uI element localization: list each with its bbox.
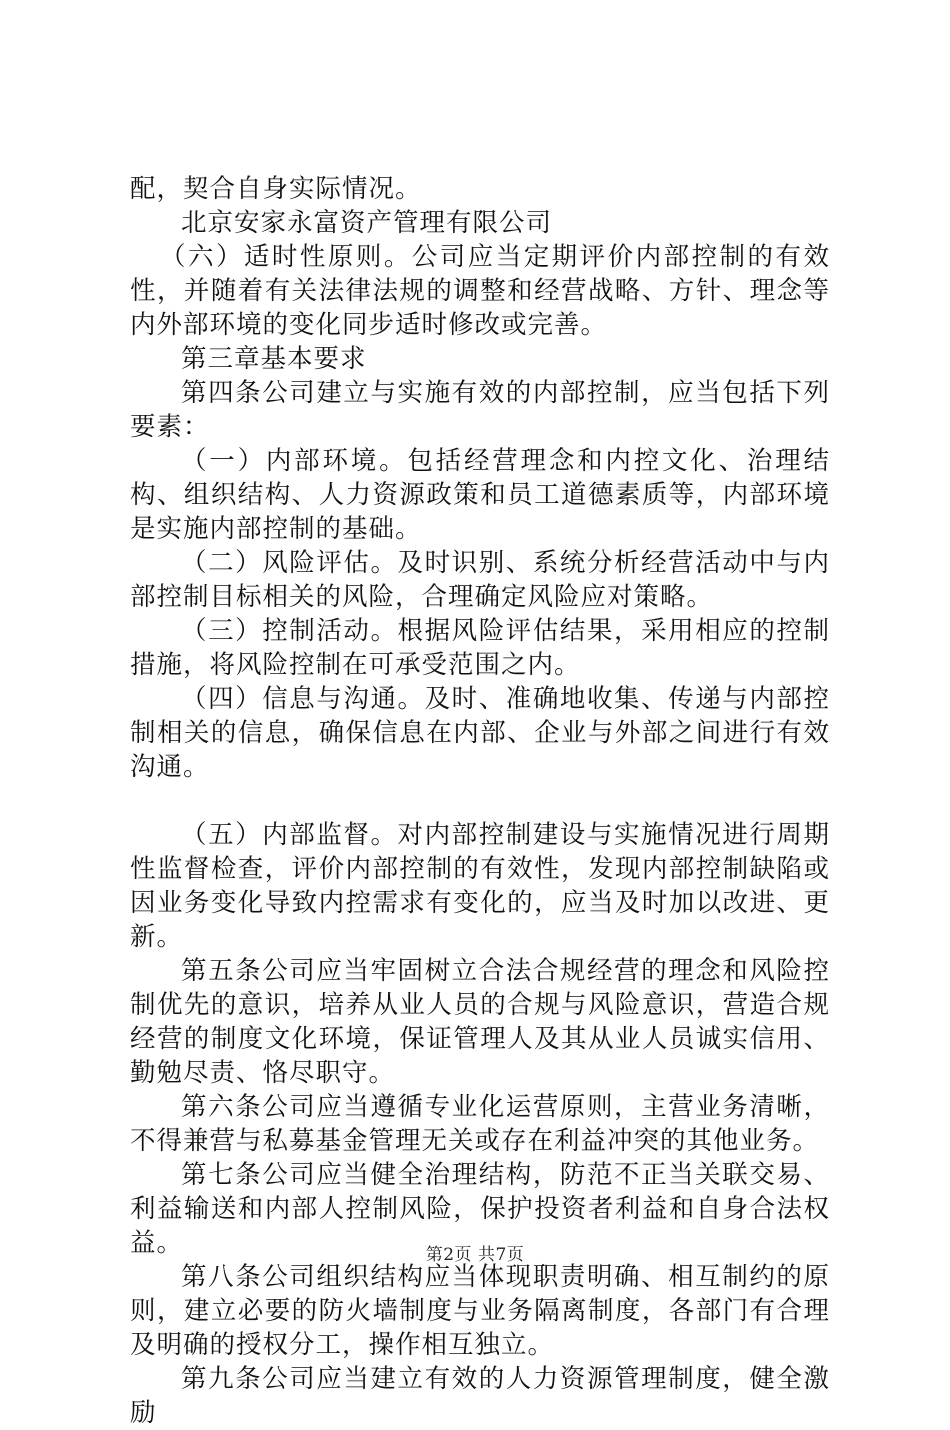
list-item-paragraph: （二）风险评估。及时识别、系统分析经营活动中与内部控制目标相关的风险，合理确定风险应对策略。: [130, 548, 830, 612]
article-paragraph: 第九条公司应当建立有效的人力资源管理制度，健全激励: [130, 1364, 830, 1428]
list-item-paragraph: （五）内部监督。对内部控制建设与实施情况进行周期性监督检查，评价内部控制的有效性，发现内部控制缺陷或因业务变化导致内控需求有变化的，应当及时加以改进、更新。: [130, 820, 830, 952]
paragraph: 配，契合自身实际情况。: [130, 174, 422, 204]
list-item-paragraph: （四）信息与沟通。及时、准确地收集、传递与内部控制相关的信息，确保信息在内部、企业与外部之间进行有效沟通。: [130, 684, 830, 782]
article-paragraph: 第七条公司应当健全治理结构，防范不正当关联交易、利益输送和内部人控制风险，保护投资者利益和自身合法权益。: [130, 1160, 830, 1258]
list-item-paragraph: （三）控制活动。根据风险评估结果，采用相应的控制措施，将风险控制在可承受范围之内。: [130, 616, 830, 680]
blank-line: [130, 784, 830, 818]
paragraph: （六）适时性原则。公司应当定期评价内部控制的有效性，并随着有关法律法规的调整和经营战略、方针、理念等内外部环境的变化同步适时修改或完善。: [130, 242, 830, 340]
article-paragraph: 第八条公司组织结构应当体现职责明确、相互制约的原则，建立必要的防火墙制度与业务隔离制度，各部门有合理及明确的授权分工，操作相互独立。: [130, 1262, 830, 1360]
list-item-paragraph: （一）内部环境。包括经营理念和内控文化、治理结构、组织结构、人力资源政策和员工道德素质等，内部环境是实施内部控制的基础。: [130, 446, 830, 544]
article-paragraph: 第六条公司应当遵循专业化运营原则，主营业务清晰，不得兼营与私募基金管理无关或存在利益冲突的其他业务。: [130, 1092, 830, 1156]
article-paragraph: 第五条公司应当牢固树立合法合规经营的理念和风险控制优先的意识，培养从业人员的合规与风险意识，营造合规经营的制度文化环境，保证管理人及其从业人员诚实信用、勤勉尽责、恪尽职守。: [130, 956, 830, 1088]
chapter-heading: 第三章基本要求: [181, 344, 367, 374]
page-number-footer: 第2页 共7页: [425, 1245, 525, 1265]
article-paragraph: 第四条公司建立与实施有效的内部控制，应当包括下列要素：: [130, 378, 830, 442]
company-name-line: 北京安家永富资产管理有限公司: [181, 208, 553, 238]
